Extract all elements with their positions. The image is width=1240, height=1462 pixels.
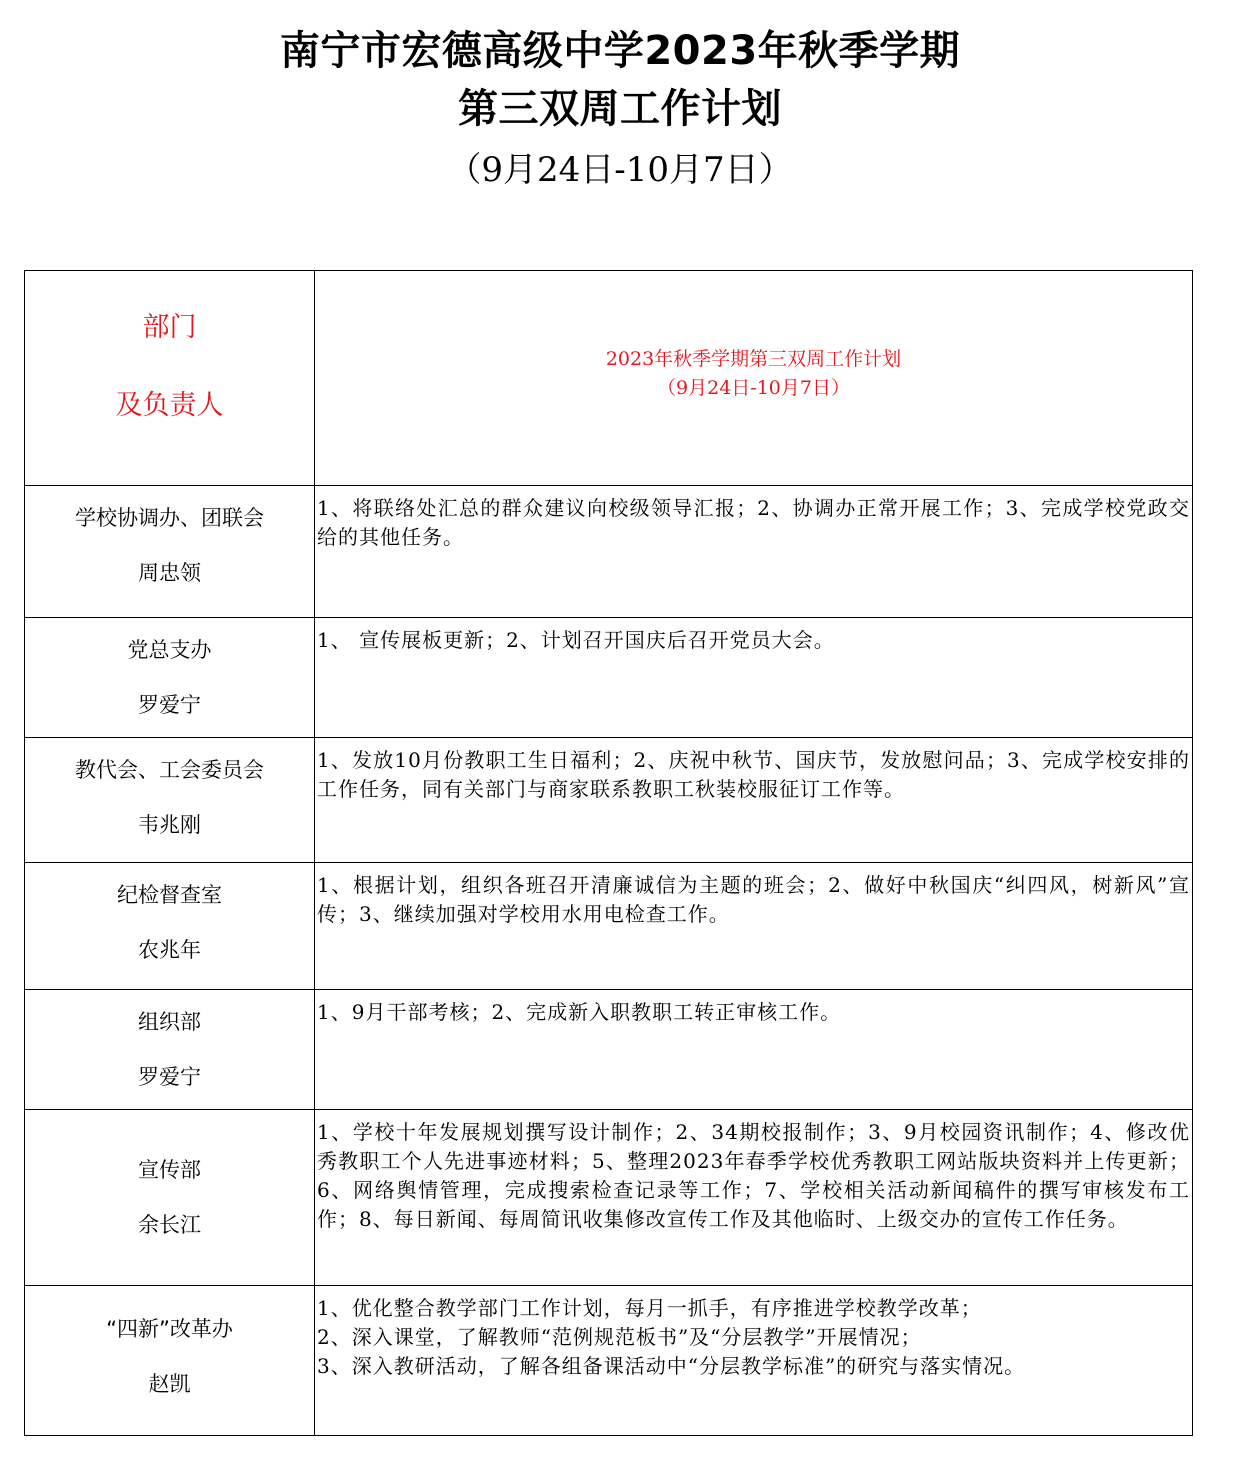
plan-text-line-1: 1、优化整合教学部门工作计划，每月一抓手，有序推进学校教学改革； <box>317 1296 982 1320</box>
dept-leader: 周忠领 <box>138 561 201 585</box>
plan-cell <box>315 990 1193 1110</box>
dept-name: 教代会、工会委员会 <box>75 758 264 782</box>
plan-text: 1、将联络处汇总的群众建议向校级领导汇报；2、协调办正常开展工作；3、完成学校党政交给的其他任务。 <box>317 496 1190 549</box>
plan-cell <box>315 863 1193 990</box>
dept-name: 组织部 <box>138 1010 201 1034</box>
table-header-row <box>25 271 1193 486</box>
dept-leader: 余长江 <box>138 1212 201 1237</box>
work-plan-table <box>24 270 1193 1436</box>
dept-name: 学校协调办、团联会 <box>75 506 264 530</box>
header-dept-label: 部门 <box>142 312 197 343</box>
table-row <box>25 1286 1193 1436</box>
dept-cell <box>25 738 315 863</box>
header-plan-title: 2023年秋季学期第三双周工作计划 <box>605 348 902 370</box>
dept-cell <box>25 1286 315 1436</box>
plan-text: 1、9月干部考核；2、完成新入职教职工转正审核工作。 <box>317 1000 842 1024</box>
dept-leader: 罗爱宁 <box>138 693 201 717</box>
dept-name: 党总支办 <box>127 638 212 662</box>
dept-leader: 韦兆刚 <box>138 813 201 837</box>
plan-text-line-3: 3、深入教研活动，了解各组备课活动中“分层教学标准”的研究与落实情况。 <box>317 1354 1026 1378</box>
dept-name: 宣传部 <box>138 1157 201 1182</box>
plan-cell <box>315 738 1193 863</box>
plan-text: 1、学校十年发展规划撰写设计制作；2、34期校报制作；3、9月校园资讯制作；4、修改优秀教职工个人先进事迹材料；5、整理2023年春季学校优秀教职工网站版块资料并上传更新；6、网络舆情管理，完成搜索检查记录等工作；7、学校相关活动新闻稿件的撰写审核发布工作；8、每日新闻、每周简讯收集修改宣传工作及其他临时、上级交办的宣传工作任务。 <box>317 1120 1190 1231</box>
dept-cell <box>25 1110 315 1286</box>
table-row <box>25 863 1193 990</box>
document-title-line-2: 第三双周工作计划 <box>458 86 782 132</box>
document-title-line-1: 南宁市宏德高级中学2023年秋季学期 <box>279 28 961 74</box>
plan-cell <box>315 1286 1193 1436</box>
plan-text: 1、根据计划，组织各班召开清廉诚信为主题的班会；2、做好中秋国庆“纠四风，树新风”宣传；3、继续加强对学校用水用电检查工作。 <box>317 873 1190 926</box>
header-dept-cell <box>25 271 315 486</box>
plan-cell <box>315 1110 1193 1286</box>
header-leader-label: 及负责人 <box>115 390 224 421</box>
dept-cell <box>25 863 315 990</box>
table-row <box>25 990 1193 1110</box>
dept-leader: 罗爱宁 <box>138 1065 201 1089</box>
table-row <box>25 738 1193 863</box>
dept-name: 纪检督查室 <box>117 883 222 907</box>
dept-leader: 赵凯 <box>148 1372 191 1396</box>
dept-cell <box>25 990 315 1110</box>
plan-text: 1、发放10月份教职工生日福利；2、庆祝中秋节、国庆节，发放慰问品；3、完成学校安排的工作任务，同有关部门与商家联系教职工秋装校服征订工作等。 <box>317 748 1190 801</box>
table-row <box>25 618 1193 738</box>
dept-cell <box>25 486 315 618</box>
plan-cell <box>315 486 1193 618</box>
dept-name: “四新”改革办 <box>106 1317 233 1341</box>
document-header <box>0 22 1240 198</box>
plan-text: 1、 宣传展板更新；2、计划召开国庆后召开党员大会。 <box>317 628 835 652</box>
table-row <box>25 486 1193 618</box>
plan-cell <box>315 618 1193 738</box>
table-row <box>25 1110 1193 1286</box>
dept-cell <box>25 618 315 738</box>
dept-leader: 农兆年 <box>138 938 201 962</box>
plan-text-line-2: 2、深入课堂，了解教师“范例规范板书”及“分层教学”开展情况； <box>317 1325 922 1349</box>
header-plan-date: （9月24日-10月7日） <box>657 377 850 399</box>
document-date-range: （9月24日-10月7日） <box>447 150 793 190</box>
header-plan-cell <box>315 271 1193 486</box>
